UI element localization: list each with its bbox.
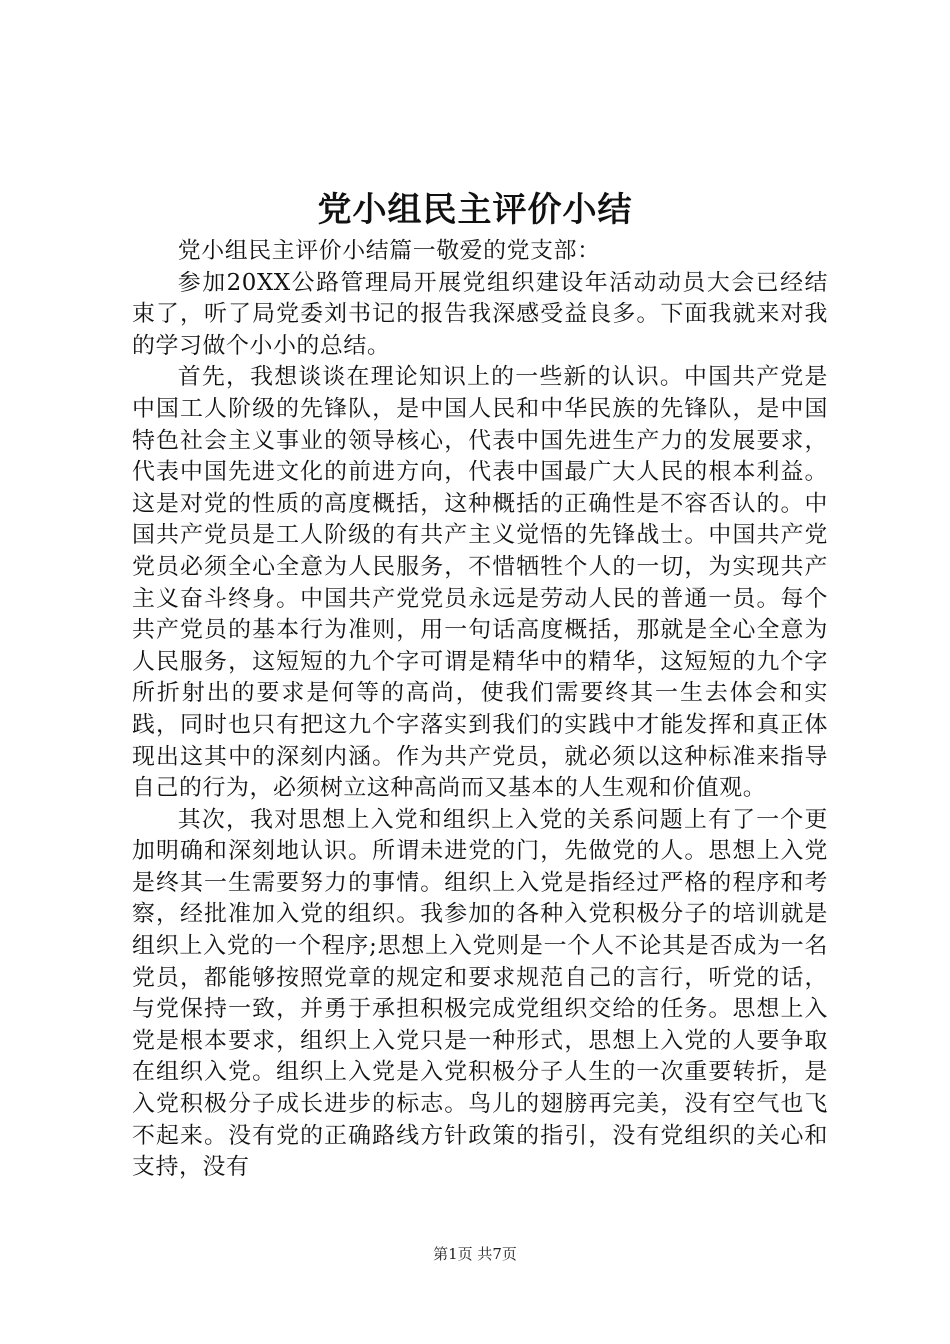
page-number-footer: 第1页 共7页 xyxy=(433,1245,517,1263)
document-body xyxy=(132,236,828,1184)
document-title: 党小组民主评价小结 xyxy=(317,190,633,230)
paragraph-intro: 党小组民主评价小结篇一敬爱的党支部： xyxy=(177,238,601,264)
paragraph-first: 首先，我想谈谈在理论知识上的一些新的认识。中国共产党是中国工人阶级的先锋队，是中国人民和中华民族的先锋队，是中国特色社会主义事业的领导核心，代表中国先进生产力的发展要求，代表中国先进文化的前进方向，代表中国最广大人民的根本利益。这是对党的性质的高度概括，这种概括的正确性是不容否认的。中国共产党员是工人阶级的有共产主义觉悟的先锋战士。中国共产党党员必须全心全意为人民服务，不惜牺牲个人的一切，为实现共产主义奋斗终身。中国共产党党员永远是劳动人民的普通一员。每个共产党员的基本行为准则，用一句话高度概括，那就是全心全意为人民服务，这短短的九个字可谓是精华中的精华，这短短的九个字所折射出的要求是何等的高尚，使我们需要终其一生去体会和实践，同时也只有把这九个字落实到我们的实践中才能发挥和真正体现出这其中的深刻内涵。作为共产党员，就必须以这种标准来指导自己的行为，必须树立这种高尚而又基本的人生观和价值观。 xyxy=(132,364,828,802)
paragraph-meeting: 参加20XX公路管理局开展党组织建设年活动动员大会已经结束了，听了局党委刘书记的报告我深感受益良多。下面我就来对我的学习做个小小的总结。 xyxy=(132,269,828,359)
paragraph-second: 其次，我对思想上入党和组织上入党的关系问题上有了一个更加明确和深刻地认识。所谓未进党的门，先做党的人。思想上入党是终其一生需要努力的事情。组织上入党是指经过严格的程序和考察，经批准加入党的组织。我参加的各种入党积极分子的培训就是组织上入党的一个程序;思想上入党则是一个人不论其是否成为一名党员，都能够按照党章的规定和要求规范自己的言行，听党的话，与党保持一致，并勇于承担积极完成党组织交给的任务。思想上入党是根本要求，组织上入党只是一种形式，思想上入党的人要争取在组织入党。组织上入党是入党积极分子人生的一次重要转折，是入党积极分子成长进步的标志。鸟儿的翅膀再完美，没有空气也飞不起来。没有党的正确路线方针政策的指引，没有党组织的关心和支持，没有 xyxy=(132,806,828,1181)
